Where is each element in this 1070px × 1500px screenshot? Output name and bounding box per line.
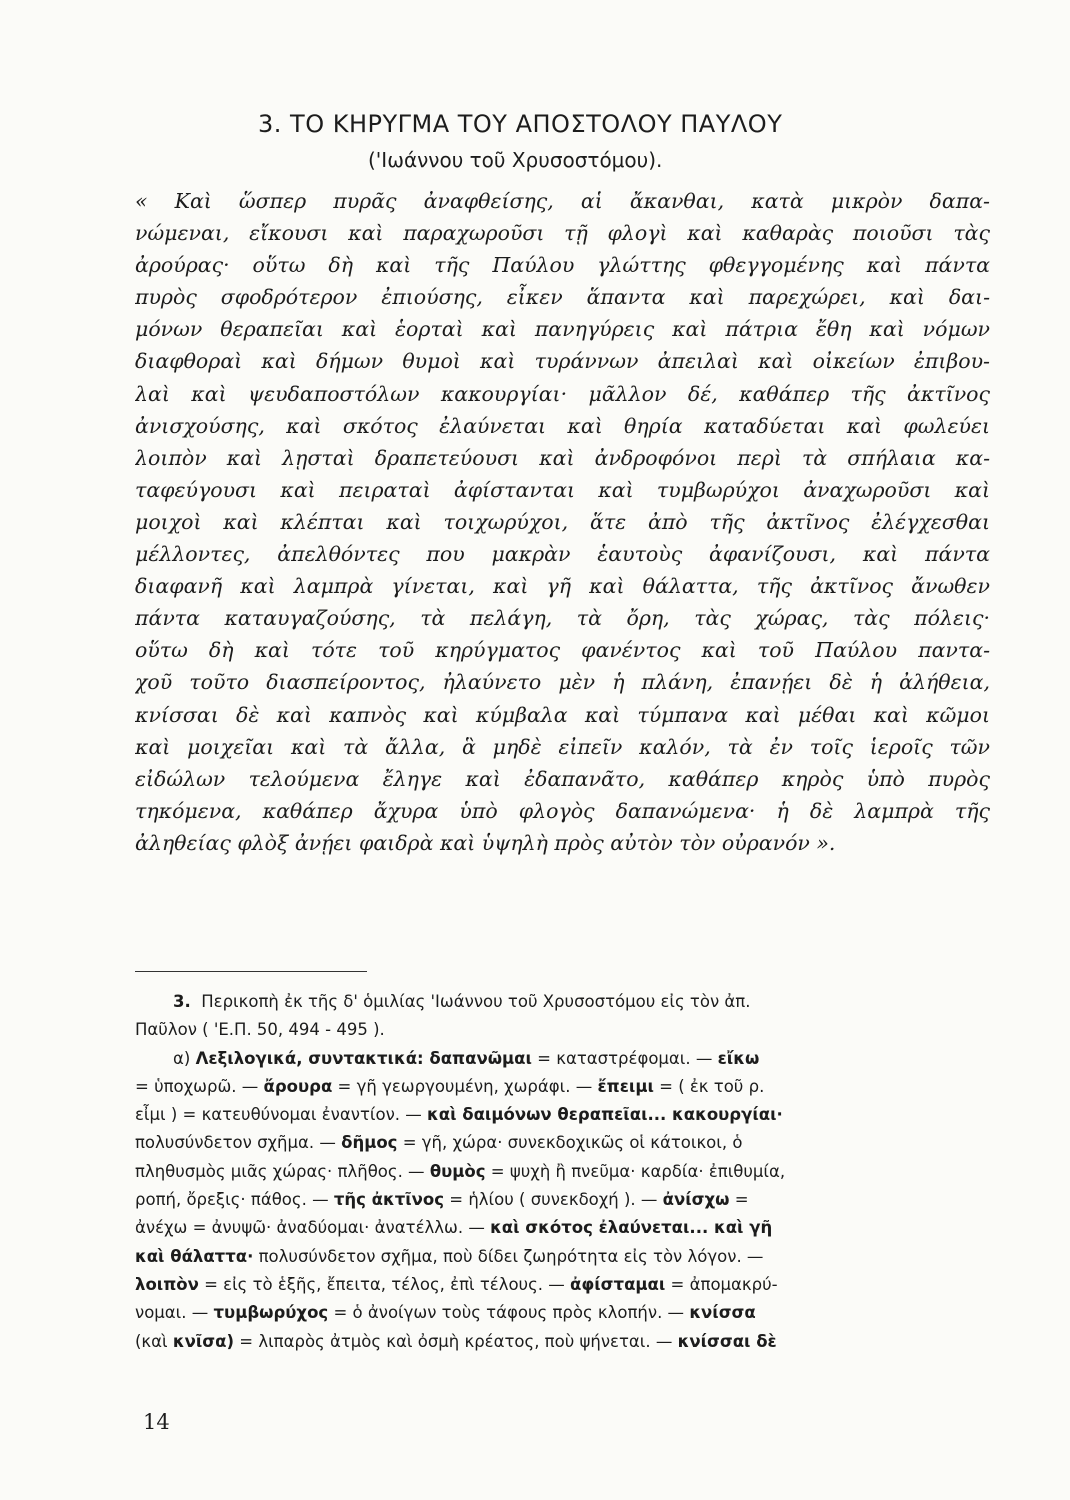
footnote-line: Παῦλον ( 'Ε.Π. 50, 494 - 495 ). [135, 1020, 385, 1040]
passage-line: καὶ μοιχεῖαι καὶ τὰ ἄλλα, ἃ μηδὲ εἰπεῖν καλόν, τὰ ἐν τοῖς ἱεροῖς τῶν [135, 734, 990, 759]
passage-line: χοῦ τοῦτο διασπείροντος, ἠλαύνετο μὲν ἡ πλάνη, ἐπανῄει δὲ ἡ ἀλήθεια, [135, 670, 990, 695]
glossary-line: ροπή, ὄρεξις· πάθος. — τῆς ἀκτῖνος = ἡλίου ( συνεκδοχή ). — ἀνίσχω = [135, 1190, 749, 1210]
passage-line: « Καὶ ὥσπερ πυρᾶς ἀναφθείσης, αἱ ἄκανθαι, κατὰ μικρὸν δαπα- [135, 189, 990, 213]
footnote-line [135, 988, 983, 1016]
passage-line: τηκόμενα, καθάπερ ἄχυρα ὑπὸ φλογὸς δαπανώμενα· ἡ δὲ λαμπρὰ τῆς [135, 798, 990, 823]
glossary-line: λοιπὸν = εἰς τὸ ἑξῆς, ἔπειτα, τέλος, ἐπὶ τέλους. — ἀφίσταμαι = ἀπομακρύ- [135, 1274, 778, 1294]
main-passage [135, 185, 990, 859]
passage-line: μόνων θεραπεῖαι καὶ ἑορταὶ καὶ πανηγύρεις καὶ πάτρια ἔθη καὶ νόμων [135, 317, 990, 342]
footnote-number: 3. [173, 992, 191, 1011]
passage-line: διαφθοραὶ καὶ δήμων θυμοὶ καὶ τυράννων ἀπειλαὶ καὶ οἰκείων ἐπιβου- [135, 349, 990, 374]
glossary-line: πολυσύνδετον σχῆμα. — δῆμος = γῆ, χώρα· συνεκδοχικῶς οἱ κάτοικοι, ὁ [135, 1133, 743, 1153]
glossary-line: εἶμι ) = κατευθύνομαι ἐναντίον. — καὶ δαιμόνων θεραπεῖαι... κακουργίαι· [135, 1105, 783, 1125]
glossary-line: ἀνέχω = ἀνυψῶ· ἀναδύομαι· ἀνατέλλω. — καὶ σκότος ἐλαύνεται... καὶ γῆ [135, 1218, 773, 1238]
passage-line: πάντα καταυγαζούσης, τὰ πελάγη, τὰ ὄρη, τὰς χώρας, τὰς πόλεις· [135, 606, 990, 631]
passage-line: ἀνισχούσης, καὶ σκότος ἐλαύνεται καὶ θηρία καταδύεται καὶ φωλεύει [135, 413, 990, 438]
glossary-line: (καὶ κνῖσα) = λιπαρὸς ἀτμὸς καὶ ὀσμὴ κρέατος, ποὺ ψήνεται. — κνίσσαι δὲ [135, 1331, 777, 1351]
passage-line: ἀληθείας φλὸξ ἀνῄει φαιδρὰ καὶ ὑψηλὴ πρὸς αὐτὸν τὸν οὐρανόν ». [135, 830, 836, 855]
passage-line: οὕτω δὴ καὶ τότε τοῦ κηρύγματος φανέντος καὶ τοῦ Παύλου παντα- [135, 638, 990, 663]
glossary-line: = ὑποχωρῶ. — ἄρουρα = γῆ γεωργουμένη, χωράφι. — ἔπειμι = ( ἐκ τοῦ ρ. [135, 1076, 765, 1096]
passage-line: λαὶ καὶ ψευδαποστόλων κακουργίαι· μᾶλλον δέ, καθάπερ τῆς ἀκτῖνος [135, 381, 990, 406]
passage-line: λοιπὸν καὶ λῃσταὶ δραπετεύουσι καὶ ἀνδροφόνοι περὶ τὰ σπήλαια κα- [135, 445, 990, 470]
passage-line: ταφεύγουσι καὶ πειραταὶ ἀφίστανται καὶ τυμβωρύχοι ἀναχωροῦσι καὶ [135, 477, 990, 502]
glossary-line: νομαι. — τυμβωρύχος = ὁ ἀνοίγων τοὺς τάφους πρὸς κλοπήν. — κνίσσα [135, 1303, 756, 1323]
passage-line: μέλλοντες, ἀπελθόντες που μακρὰν ἑαυτοὺς ἀφανίζουσι, καὶ πάντα [135, 542, 990, 567]
glossary-line: πληθυσμὸς μιᾶς χώρας· πλῆθος. — θυμὸς = ψυχὴ ἢ πνεῦμα· καρδία· ἐπιθυμία, [135, 1161, 786, 1181]
passage-line: νώμεναι, εἴκουσι καὶ παραχωροῦσι τῇ φλογὶ καὶ καθαρὰς ποιοῦσι τὰς [135, 221, 990, 246]
passage-line: εἰδώλων τελούμενα ἔληγε καὶ ἐδαπανᾶτο, καθάπερ κηρὸς ὑπὸ πυρὸς [135, 766, 990, 791]
footnote-divider [135, 971, 367, 972]
passage-line: μοιχοὶ καὶ κλέπται καὶ τοιχωρύχοι, ἅτε ἀπὸ τῆς ἀκτῖνος ἐλέγχεσθαι [135, 509, 990, 534]
passage-line: κνίσσαι δὲ καὶ καπνὸς καὶ κύμβαλα καὶ τύμπανα καὶ μέθαι καὶ κῶμοι [135, 702, 990, 727]
passage-line: πυρὸς σφοδρότερον ἐπιούσης, εἶκεν ἅπαντα καὶ παρεχώρει, καὶ δαι- [135, 285, 990, 310]
glossary-line: καὶ θάλαττα· πολυσύνδετον σχῆμα, ποὺ δίδει ζωηρότητα εἰς τὸν λόγον. — [135, 1246, 764, 1266]
chapter-subtitle: ('Ιωάννου τοῦ Χρυσοστόμου). [368, 148, 663, 172]
footnote [135, 988, 983, 1356]
chapter-title: 3. ΤΟ ΚΗΡΥΓΜΑ ΤΟΥ ΑΠΟΣΤΟΛΟΥ ΠΑΥΛΟΥ [258, 110, 783, 138]
glossary-line: α) Λεξιλογικά, συντακτικά: δαπανῶμαι = καταστρέφομαι. — εἴκω [173, 1048, 760, 1068]
passage-line: ἀρούρας· οὕτω δὴ καὶ τῆς Παύλου γλώττης φθεγγομένης καὶ πάντα [135, 253, 990, 278]
passage-line: διαφανῆ καὶ λαμπρὰ γίνεται, καὶ γῆ καὶ θάλαττα, τῆς ἀκτῖνος ἄνωθεν [135, 574, 990, 599]
footnote-source: Περικοπὴ ἐκ τῆς δ' ὁμιλίας 'Ιωάννου τοῦ Χρυσοστόμου εἰς τὸν ἀπ. [201, 992, 751, 1011]
page-number: 14 [143, 1410, 170, 1434]
